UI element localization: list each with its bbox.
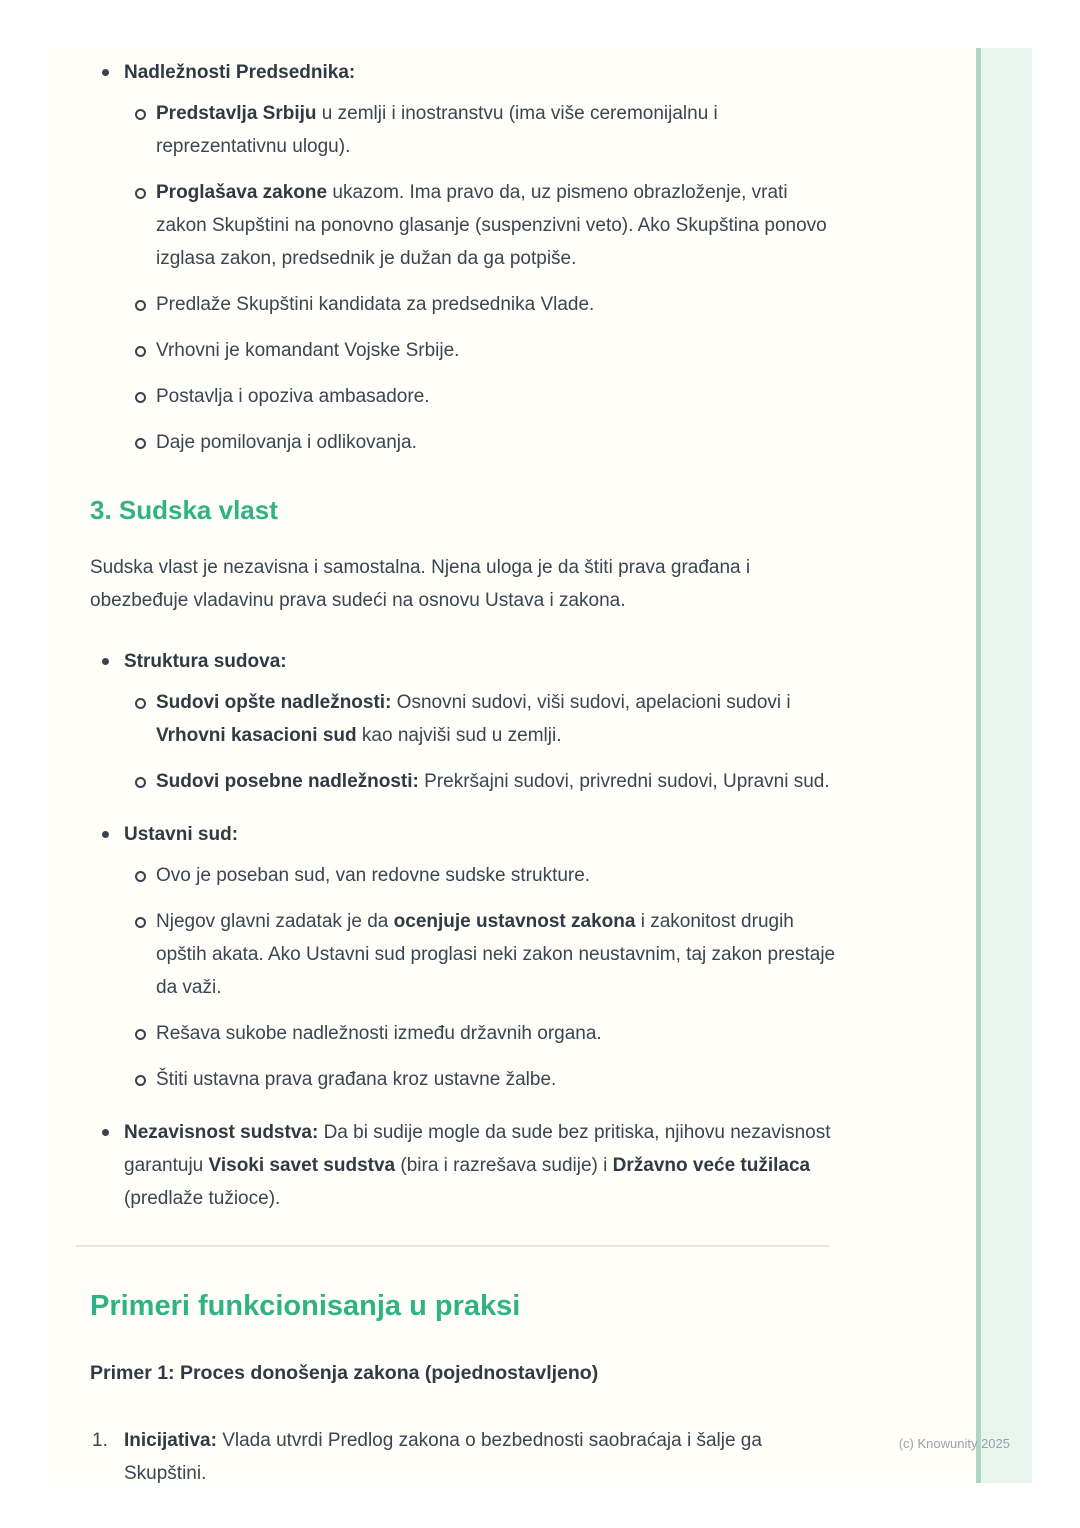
bullet-circle-icon	[135, 698, 146, 709]
sub-item-text: Njegov glavni zadatak je da ocenjuje ustavnost zakona i zakonitost drugih opštih akata. Ako Ustavni sud proglasi neki zakon neustavnim, taj zakon prestaje da važi.	[156, 911, 836, 998]
sub-item	[90, 334, 838, 367]
bullet-circle-icon	[135, 438, 146, 449]
sub-item	[90, 176, 838, 275]
sub-item-text: Predlaže Skupštini kandidata za predsednika Vlade.	[156, 294, 595, 315]
bullet-item-ustavni-sud	[90, 818, 838, 851]
sub-item	[90, 1017, 838, 1050]
bullet-title: Nadležnosti Predsednika:	[124, 62, 356, 83]
sub-item-text: Sudovi opšte nadležnosti: Osnovni sudovi, viši sudovi, apelacioni sudovi i Vrhovni kasacioni sud kao najviši sud u zemlji.	[156, 692, 791, 746]
sub-item	[90, 905, 838, 1004]
decorative-side-bar	[976, 48, 1032, 1483]
bullet-disc-icon	[102, 1129, 109, 1136]
sub-item-text: Proglašava zakone ukazom. Ima pravo da, uz pismeno obrazloženje, vrati zakon Skupštini na ponovno glasanje (suspenzivni veto). Ako Skupština ponovo izglasa zakon, predsednik je dužan da ga potpiše.	[156, 182, 827, 269]
sub-item-text: Sudovi posebne nadležnosti: Prekršajni sudovi, privredni sudovi, Upravni sud.	[156, 771, 830, 792]
sub-item	[90, 426, 838, 459]
bullet-item-nezavisnost	[90, 1116, 838, 1215]
sublist-predsednik	[90, 97, 838, 459]
sub-item-text: Predstavlja Srbiju u zemlji i inostranstvu (ima više ceremonijalnu i reprezentativnu ulogu).	[156, 103, 718, 157]
bullet-title: Nezavisnost sudstva: Da bi sudije mogle da sude bez pritiska, njihovu nezavisnost garantuju Visoki savet sudstva (bira i razrešava sudije) i Državno veće tužilaca (predlaže tužioce).	[124, 1122, 831, 1209]
bullet-title: Struktura sudova:	[124, 651, 287, 672]
bullet-item-predsednik	[90, 56, 838, 89]
sub-item-text: Ovo je poseban sud, van redovne sudske strukture.	[156, 865, 591, 886]
bullet-circle-icon	[135, 1029, 146, 1040]
numbered-item	[90, 1424, 838, 1490]
bullet-circle-icon	[135, 346, 146, 357]
bullet-disc-icon	[102, 69, 109, 76]
intro-paragraph: Sudska vlast je nezavisna i samostalna. Njena uloga je da štiti prava građana i obezbeđuje vladavinu prava sudeći na osnovu Ustava i zakona.	[90, 557, 751, 611]
section-heading-sudska-vlast: 3. Sudska vlast	[90, 495, 278, 525]
bullet-circle-icon	[135, 1075, 146, 1086]
sub-item	[90, 1063, 838, 1096]
sub-item-text: Daje pomilovanja i odlikovanja.	[156, 432, 417, 453]
sub-item	[90, 686, 838, 752]
sub-item-text: Vrhovni je komandant Vojske Srbije.	[156, 340, 460, 361]
sub-item	[90, 288, 838, 321]
bullet-circle-icon	[135, 109, 146, 120]
example-subheading: Primer 1: Proces donošenja zakona (pojednostavljeno)	[90, 1362, 599, 1384]
bullet-disc-icon	[102, 658, 109, 665]
sub-item	[90, 380, 838, 413]
bullet-disc-icon	[102, 831, 109, 838]
bullet-circle-icon	[135, 188, 146, 199]
sub-item	[90, 97, 838, 163]
sub-item	[90, 859, 838, 892]
list-number: 1.	[92, 1430, 108, 1451]
bullet-circle-icon	[135, 300, 146, 311]
bullet-title: Ustavni sud:	[124, 824, 239, 845]
numbered-item-text: Inicijativa: Vlada utvrdi Predlog zakona o bezbednosti saobraćaja i šalje ga Skupštini.	[124, 1430, 762, 1484]
sublist-ustavni-sud	[90, 859, 838, 1096]
sublist-struktura	[90, 686, 838, 798]
bullet-circle-icon	[135, 777, 146, 788]
bullet-circle-icon	[135, 871, 146, 882]
sub-item-text: Rešava sukobe nadležnosti između državnih organa.	[156, 1023, 602, 1044]
sub-item	[90, 765, 838, 798]
page-title-primeri: Primeri funkcionisanja u praksi	[90, 1290, 521, 1322]
document-content	[90, 48, 838, 1490]
sub-item-text: Štiti ustavna prava građana kroz ustavne žalbe.	[156, 1069, 557, 1090]
bullet-item-struktura	[90, 645, 838, 678]
document-page	[48, 48, 1032, 1483]
watermark: (c) Knowunity 2025	[898, 1436, 1010, 1451]
bullet-circle-icon	[135, 917, 146, 928]
bullet-circle-icon	[135, 392, 146, 403]
sub-item-text: Postavlja i opoziva ambasadore.	[156, 386, 430, 407]
section-divider	[76, 1245, 829, 1247]
